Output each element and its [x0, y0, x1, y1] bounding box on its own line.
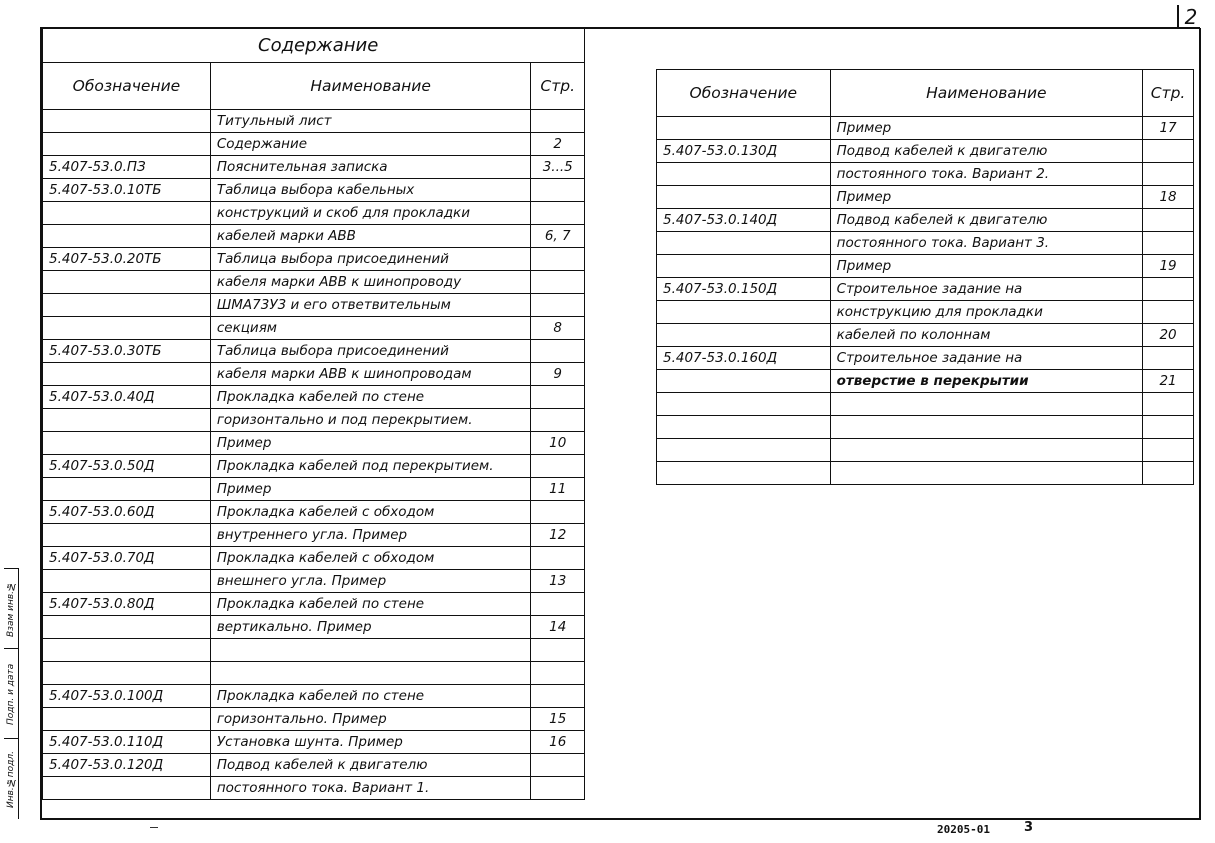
row-name: внутреннего угла. Пример — [210, 524, 531, 547]
table-row — [657, 301, 1194, 324]
row-designation — [43, 271, 211, 294]
row-page — [1143, 439, 1194, 462]
row-page — [531, 685, 585, 708]
page-number: 2 — [1177, 5, 1203, 29]
table-row — [657, 278, 1194, 301]
row-name: конструкцию для прокладки — [830, 301, 1142, 324]
sidebar-section-original — [4, 738, 19, 819]
table-row — [657, 255, 1194, 278]
row-name: Установка шунта. Пример — [210, 731, 531, 754]
sidebar-label-original: Инв.№подл. — [6, 750, 16, 808]
row-designation — [43, 202, 211, 225]
row-page: 13 — [531, 570, 585, 593]
row-designation — [657, 163, 831, 186]
table-row — [43, 294, 585, 317]
row-page — [531, 409, 585, 432]
header-page: Стр. — [1143, 70, 1194, 117]
table-row — [657, 439, 1194, 462]
row-name: Прокладка кабелей по стене — [210, 386, 531, 409]
binding-sidebar — [4, 568, 42, 818]
stray-mark — [150, 827, 158, 828]
row-name: Прокладка кабелей по стене — [210, 685, 531, 708]
row-designation — [657, 416, 831, 439]
table-row — [657, 462, 1194, 485]
row-designation — [657, 232, 831, 255]
header-name: Наименование — [210, 63, 531, 110]
row-designation — [43, 409, 211, 432]
table-row — [657, 416, 1194, 439]
row-page — [1143, 163, 1194, 186]
row-designation — [43, 639, 211, 662]
row-designation: 5.407-53.0.160Д — [657, 347, 831, 370]
table-row — [43, 179, 585, 202]
table-row — [43, 363, 585, 386]
row-page — [531, 248, 585, 271]
row-page — [1143, 209, 1194, 232]
row-page: 8 — [531, 317, 585, 340]
table-row — [43, 570, 585, 593]
table-row — [43, 478, 585, 501]
row-name: постоянного тока. Вариант 3. — [830, 232, 1142, 255]
row-page — [1143, 278, 1194, 301]
table-row — [657, 232, 1194, 255]
row-name: Пример — [210, 478, 531, 501]
row-name: постоянного тока. Вариант 1. — [210, 777, 531, 800]
row-name: Прокладка кабелей по стене — [210, 593, 531, 616]
row-page — [531, 501, 585, 524]
row-designation — [657, 324, 831, 347]
row-name: Прокладка кабелей под перекрытием. — [210, 455, 531, 478]
row-designation: 5.407-53.0.50Д — [43, 455, 211, 478]
table-row — [43, 110, 585, 133]
table-row — [657, 163, 1194, 186]
row-name: Титульный лист — [210, 110, 531, 133]
row-designation: 5.407-53.0.140Д — [657, 209, 831, 232]
row-page — [531, 340, 585, 363]
contents-table-right — [656, 69, 1194, 485]
table-row — [43, 271, 585, 294]
row-page — [531, 110, 585, 133]
row-designation: 5.407-53.0.10ТБ — [43, 179, 211, 202]
sidebar-label-signature: Подп. и дата — [6, 663, 16, 725]
row-name: Таблица выбора присоединений — [210, 248, 531, 271]
row-name: постоянного тока. Вариант 2. — [830, 163, 1142, 186]
row-name: Пояснительная записка — [210, 156, 531, 179]
row-name: Прокладка кабелей с обходом — [210, 547, 531, 570]
row-page — [1143, 301, 1194, 324]
row-designation — [657, 186, 831, 209]
table-row — [657, 117, 1194, 140]
row-page — [531, 777, 585, 800]
row-page: 16 — [531, 731, 585, 754]
row-page: 12 — [531, 524, 585, 547]
row-name: кабеля марки АВВ к шинопроводам — [210, 363, 531, 386]
header-row — [43, 63, 585, 110]
row-name — [830, 416, 1142, 439]
row-name — [830, 439, 1142, 462]
row-designation: 5.407-53.0.130Д — [657, 140, 831, 163]
table-row — [43, 639, 585, 662]
row-page — [531, 179, 585, 202]
row-designation: 5.407-53.0.150Д — [657, 278, 831, 301]
contents-table-left-body — [43, 110, 585, 800]
page-title: Содержание — [43, 28, 585, 63]
header-designation: Обозначение — [43, 63, 211, 110]
row-name — [210, 662, 531, 685]
row-name: Подвод кабелей к двигателю — [830, 140, 1142, 163]
sidebar-section-signature — [4, 648, 19, 739]
row-designation — [43, 662, 211, 685]
row-page: 3...5 — [531, 156, 585, 179]
table-row — [657, 186, 1194, 209]
row-designation — [657, 255, 831, 278]
row-page: 18 — [1143, 186, 1194, 209]
row-name — [830, 462, 1142, 485]
row-name: кабеля марки АВВ к шинопроводу — [210, 271, 531, 294]
sidebar-label-replacement: Взам инв.№ — [6, 580, 16, 638]
row-page — [1143, 416, 1194, 439]
table-row — [657, 324, 1194, 347]
table-row — [43, 501, 585, 524]
table-row — [43, 409, 585, 432]
row-page — [531, 271, 585, 294]
row-page — [531, 662, 585, 685]
table-row — [43, 662, 585, 685]
row-designation — [657, 117, 831, 140]
row-designation — [43, 317, 211, 340]
table-row — [657, 140, 1194, 163]
row-name: Строительное задание на — [830, 347, 1142, 370]
row-name: горизонтально и под перекрытием. — [210, 409, 531, 432]
row-page — [1143, 140, 1194, 163]
table-row — [43, 340, 585, 363]
row-name: кабелей марки АВВ — [210, 225, 531, 248]
row-page: 11 — [531, 478, 585, 501]
row-name: Пример — [830, 186, 1142, 209]
row-name: секциям — [210, 317, 531, 340]
row-designation: 5.407-53.0.30ТБ — [43, 340, 211, 363]
row-name: отверстие в перекрытии — [830, 370, 1142, 393]
title-row — [43, 28, 585, 63]
row-page: 14 — [531, 616, 585, 639]
row-designation — [657, 370, 831, 393]
table-row — [657, 393, 1194, 416]
table-row — [43, 524, 585, 547]
row-designation — [657, 439, 831, 462]
table-row — [43, 248, 585, 271]
table-row — [43, 616, 585, 639]
row-page: 2 — [531, 133, 585, 156]
sidebar-section-replacement — [4, 568, 19, 649]
row-page: 21 — [1143, 370, 1194, 393]
row-designation: 5.407-53.0.110Д — [43, 731, 211, 754]
row-designation: 5.407-53.0.60Д — [43, 501, 211, 524]
table-row — [43, 156, 585, 179]
table-row — [43, 593, 585, 616]
table-row — [43, 317, 585, 340]
row-designation — [43, 570, 211, 593]
row-name: Пример — [210, 432, 531, 455]
table-row — [43, 225, 585, 248]
row-name: ШМА73У3 и его ответвительным — [210, 294, 531, 317]
row-designation: 5.407-53.0.20ТБ — [43, 248, 211, 271]
header-name: Наименование — [830, 70, 1142, 117]
row-name: Пример — [830, 255, 1142, 278]
row-designation: 5.407-53.0.70Д — [43, 547, 211, 570]
row-page: 15 — [531, 708, 585, 731]
row-designation — [657, 393, 831, 416]
table-row — [43, 133, 585, 156]
row-designation — [43, 225, 211, 248]
table-row — [43, 754, 585, 777]
row-name: Подвод кабелей к двигателю — [830, 209, 1142, 232]
row-designation — [43, 133, 211, 156]
row-name: горизонтально. Пример — [210, 708, 531, 731]
table-row — [657, 209, 1194, 232]
row-page: 20 — [1143, 324, 1194, 347]
row-designation — [43, 524, 211, 547]
footer-document-code: 20205-01 — [937, 823, 990, 836]
row-name: Пример — [830, 117, 1142, 140]
row-designation: 5.407-53.0.80Д — [43, 593, 211, 616]
table-row — [43, 777, 585, 800]
table-row — [657, 347, 1194, 370]
row-page — [531, 455, 585, 478]
header-designation: Обозначение — [657, 70, 831, 117]
row-designation — [657, 462, 831, 485]
row-designation — [43, 478, 211, 501]
table-row — [43, 708, 585, 731]
table-row — [657, 370, 1194, 393]
header-row — [657, 70, 1194, 117]
row-designation — [43, 616, 211, 639]
row-name — [830, 393, 1142, 416]
row-name: Прокладка кабелей с обходом — [210, 501, 531, 524]
row-name: Строительное задание на — [830, 278, 1142, 301]
row-designation — [657, 301, 831, 324]
row-page: 9 — [531, 363, 585, 386]
contents-table-left — [42, 28, 585, 800]
row-designation — [43, 777, 211, 800]
table-row — [43, 547, 585, 570]
footer-sheet-number: 3 — [1024, 820, 1034, 835]
row-name: вертикально. Пример — [210, 616, 531, 639]
row-page — [1143, 232, 1194, 255]
row-name: конструкций и скоб для прокладки — [210, 202, 531, 225]
table-row — [43, 685, 585, 708]
frame-right-line — [1199, 28, 1201, 820]
row-name: внешнего угла. Пример — [210, 570, 531, 593]
row-designation: 5.407-53.0.ПЗ — [43, 156, 211, 179]
row-page — [531, 202, 585, 225]
row-name: Таблица выбора присоединений — [210, 340, 531, 363]
row-designation: 5.407-53.0.120Д — [43, 754, 211, 777]
row-designation — [43, 294, 211, 317]
row-designation: 5.407-53.0.100Д — [43, 685, 211, 708]
row-page: 6, 7 — [531, 225, 585, 248]
row-page — [531, 593, 585, 616]
table-row — [43, 731, 585, 754]
row-page — [1143, 393, 1194, 416]
row-name: Подвод кабелей к двигателю — [210, 754, 531, 777]
header-page: Стр. — [531, 63, 585, 110]
row-page — [531, 547, 585, 570]
row-designation — [43, 708, 211, 731]
row-designation — [43, 363, 211, 386]
row-page: 19 — [1143, 255, 1194, 278]
row-name: Таблица выбора кабельных — [210, 179, 531, 202]
row-name: Содержание — [210, 133, 531, 156]
row-designation — [43, 432, 211, 455]
table-row — [43, 202, 585, 225]
table-row — [43, 386, 585, 409]
row-name: кабелей по колоннам — [830, 324, 1142, 347]
row-designation — [43, 110, 211, 133]
table-row — [43, 455, 585, 478]
contents-table-right-body — [657, 117, 1194, 485]
row-page — [531, 754, 585, 777]
row-page — [1143, 347, 1194, 370]
row-page — [531, 639, 585, 662]
row-page — [531, 386, 585, 409]
table-row — [43, 432, 585, 455]
row-name — [210, 639, 531, 662]
row-page: 17 — [1143, 117, 1194, 140]
row-page — [1143, 462, 1194, 485]
row-page — [531, 294, 585, 317]
row-designation: 5.407-53.0.40Д — [43, 386, 211, 409]
row-page: 10 — [531, 432, 585, 455]
